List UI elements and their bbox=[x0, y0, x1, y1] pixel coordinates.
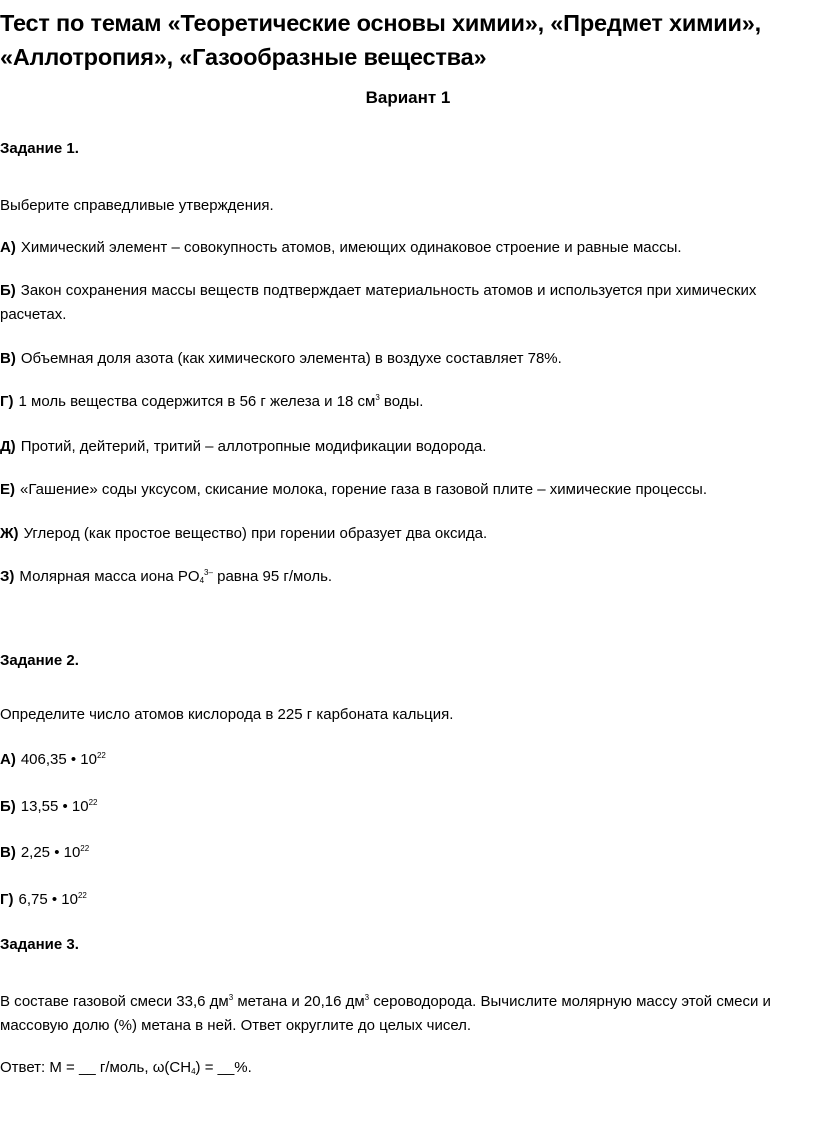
title-line-1: Тест по темам «Теоретические основы химии», «Предмет химии», bbox=[0, 10, 761, 36]
answer-text-tail: ) = __%. bbox=[195, 1059, 252, 1076]
option-text: 2,25 • 10 bbox=[20, 844, 81, 861]
problem-text: сероводорода. Вычислите молярную массу этой смеси и массовую долю (%) метана в ней. Ответ округлите до целых чисел. bbox=[0, 993, 771, 1034]
option-text: Молярная масса иона PO bbox=[19, 568, 200, 585]
task1-option-d bbox=[0, 438, 486, 455]
task2-option-v bbox=[0, 844, 89, 861]
task3-answer bbox=[0, 1059, 252, 1076]
superscript: 3 bbox=[228, 993, 234, 1002]
task1-option-b bbox=[0, 279, 814, 327]
task2-option-g bbox=[0, 891, 87, 908]
option-label: В) bbox=[0, 350, 16, 367]
option-text: Углерод (как простое вещество) при горении образует два оксида. bbox=[23, 525, 488, 542]
superscript: 22 bbox=[96, 751, 106, 760]
option-text: Протий, дейтерий, тритий – аллотропные модификации водорода. bbox=[20, 438, 487, 455]
answer-text: Ответ: M = __ г/моль, ω(CH bbox=[0, 1059, 192, 1076]
option-text: 13,55 • 10 bbox=[20, 798, 89, 815]
superscript: 3– bbox=[204, 568, 213, 577]
option-label: Б) bbox=[0, 798, 16, 815]
task1-heading: Задание 1. bbox=[0, 140, 79, 157]
option-label: З) bbox=[0, 568, 15, 585]
subscript: 4 bbox=[199, 576, 205, 585]
option-text: «Гашение» соды уксусом, скисание молока, горение газа в газовой плите – химические процессы. bbox=[20, 481, 707, 498]
option-label: Ж) bbox=[0, 525, 19, 542]
task1-option-e bbox=[0, 481, 707, 498]
task2-heading: Задание 2. bbox=[0, 652, 79, 669]
option-label: Е) bbox=[0, 481, 15, 498]
task3-heading: Задание 3. bbox=[0, 936, 79, 953]
task2-option-a bbox=[0, 751, 106, 768]
option-text: 406,35 • 10 bbox=[20, 751, 97, 768]
task2-option-b bbox=[0, 798, 98, 815]
option-label: А) bbox=[0, 751, 16, 768]
option-text: 1 моль вещества содержится в 56 г железа и 18 см bbox=[18, 393, 376, 410]
option-label: Б) bbox=[0, 282, 16, 299]
problem-text: В составе газовой смеси 33,6 дм bbox=[0, 993, 229, 1010]
task3-problem bbox=[0, 990, 814, 1038]
option-text: Химический элемент – совокупность атомов, имеющих одинаковое строение и равные массы. bbox=[20, 239, 682, 256]
option-label: Г) bbox=[0, 393, 14, 410]
option-label: А) bbox=[0, 239, 16, 256]
option-label: В) bbox=[0, 844, 16, 861]
task1-option-a bbox=[0, 239, 682, 256]
option-text: Объемная доля азота (как химического элемента) в воздухе составляет 78%. bbox=[20, 350, 562, 367]
task1-prompt: Выберите справедливые утверждения. bbox=[0, 197, 274, 214]
superscript: 22 bbox=[80, 844, 90, 853]
option-text-tail: воды. bbox=[379, 393, 424, 410]
title-line-2: «Аллотропия», «Газообразные вещества» bbox=[0, 44, 487, 70]
subscript: 4 bbox=[191, 1067, 196, 1076]
task1-option-zh bbox=[0, 525, 487, 542]
problem-text: метана и 20,16 дм bbox=[233, 993, 365, 1010]
superscript: 22 bbox=[77, 891, 87, 900]
option-text: Закон сохранения массы веществ подтверждает материальность атомов и используется при химических расчетах. bbox=[0, 282, 757, 323]
option-text-tail: равна 95 г/моль. bbox=[212, 568, 333, 585]
superscript: 3 bbox=[375, 393, 380, 402]
task2-prompt: Определите число атомов кислорода в 225 г карбоната кальция. bbox=[0, 706, 454, 723]
task1-option-g bbox=[0, 393, 423, 410]
option-label: Г) bbox=[0, 891, 14, 908]
variant-heading: Вариант 1 bbox=[365, 88, 451, 107]
superscript: 22 bbox=[88, 798, 98, 807]
option-label: Д) bbox=[0, 438, 16, 455]
task1-option-z bbox=[0, 568, 332, 585]
task1-option-v bbox=[0, 350, 562, 367]
superscript: 3 bbox=[364, 993, 370, 1002]
option-text: 6,75 • 10 bbox=[18, 891, 78, 908]
